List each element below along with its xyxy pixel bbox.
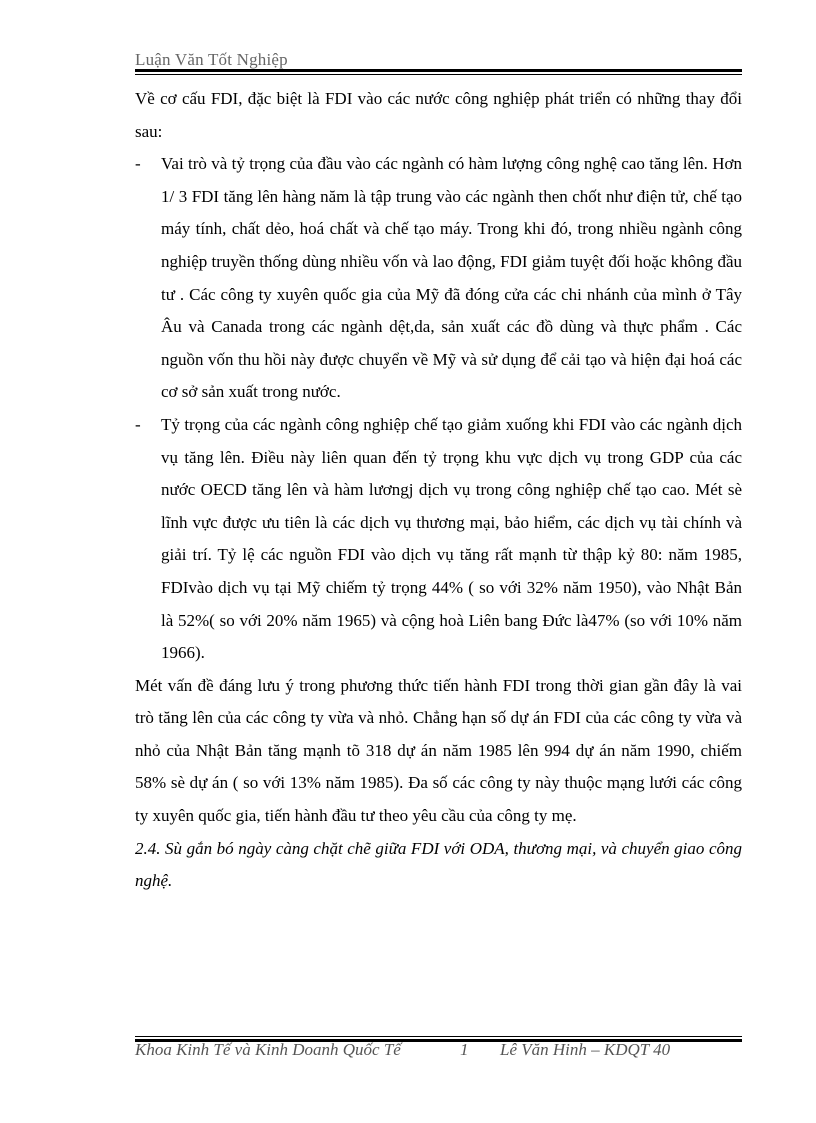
header-rule-thin (135, 74, 742, 75)
footer-faculty: Khoa Kinh Tế và Kinh Doanh Quốc Tế (135, 1040, 401, 1059)
intro-paragraph: Về cơ cấu FDI, đặc biệt là FDI vào các nước công nghiệp phát triển có những thay đổi sau: (135, 89, 742, 141)
footer-page-number: 1 (460, 1040, 469, 1059)
header-title: Luận Văn Tốt Nghiệp (135, 50, 288, 69)
bullet-dash: - (135, 414, 141, 434)
bullet-item (135, 148, 742, 409)
bullet-dash: - (135, 154, 141, 174)
bullet-text: Vai trò và tỷ trọng của đầu vào các ngành có hàm lượng công nghệ cao tăng lên. Hơn 1/ 3 FDI tăng lên hàng năm là tập trung vào các ngành then chốt như điện tử, chế tạo máy tính, chất dẻo, hoá chất và chế tạo máy. Trong khi đó, trong nhiều ngành công nghiệp truyền thống dùng nhiều vốn và lao động, FDI giảm tuyệt đối hoặc không đầu tư . Các công ty xuyên quốc gia của Mỹ đã đóng cửa các chi nhánh của mình ở Tây Âu và Canada trong các ngành dệt,da, sản xuất các đồ dùng và thực phẩm . Các nguồn vốn thu hồi này được chuyển về Mỹ và sử dụng để cải tạo và hiện đại hoá các cơ sở sản xuất trong nước. (161, 154, 742, 402)
footer-rule-thin (135, 1036, 742, 1037)
bullet-text: Tỷ trọng của các ngành công nghiệp chế tạo giảm xuống khi FDI vào các ngành dịch vụ tăng lên. Điều này liên quan đến tỷ trọng khu vực dịch vụ trong GDP của các nước OECD tăng lên và hàm lươngj dịch vụ trong công nghiệp chế tạo cao. Mét sè lĩnh vực được ưu tiên là các dịch vụ thương mại, bảo hiểm, các dịch vụ tài chính và giải trí. Tỷ lệ các nguồn FDI vào dịch vụ tăng rất mạnh từ thập kỷ 80: năm 1985, FDIvào dịch vụ tại Mỹ chiếm tỷ trọng 44% ( so với 32% năm 1950), vào Nhật Bản là 52%( so với 20% năm 1965) và cộng hoà Liên bang Đức là47% (so với 10% năm 1966). (161, 414, 742, 663)
header-rule-thick (135, 69, 742, 72)
document-body (135, 83, 742, 898)
body-paragraph: Mét vấn đề đáng lưu ý trong phương thức tiến hành FDI trong thời gian gần đây là vai trò tăng lên của các công ty vừa và nhỏ. Chẳng hạn số dự án FDI của các công ty vừa và nhỏ của Nhật Bản tăng mạnh tõ 318 dự án năm 1985 lên 994 dự án năm 1990, chiếm 58% sè dự án ( so với 13% năm 1985). Đa số các công ty này thuộc mạng lưới các công ty xuyên quốc gia, tiến hành đầu tư theo yêu cầu của công ty mẹ. (135, 675, 742, 826)
section-heading: 2.4. Sù gắn bó ngày càng chặt chẽ giữa FDI với ODA, thương mại, và chuyển giao công nghệ. (135, 838, 742, 891)
bullet-item (135, 409, 742, 670)
footer-author: Lê Văn Hinh – KDQT 40 (500, 1040, 671, 1059)
